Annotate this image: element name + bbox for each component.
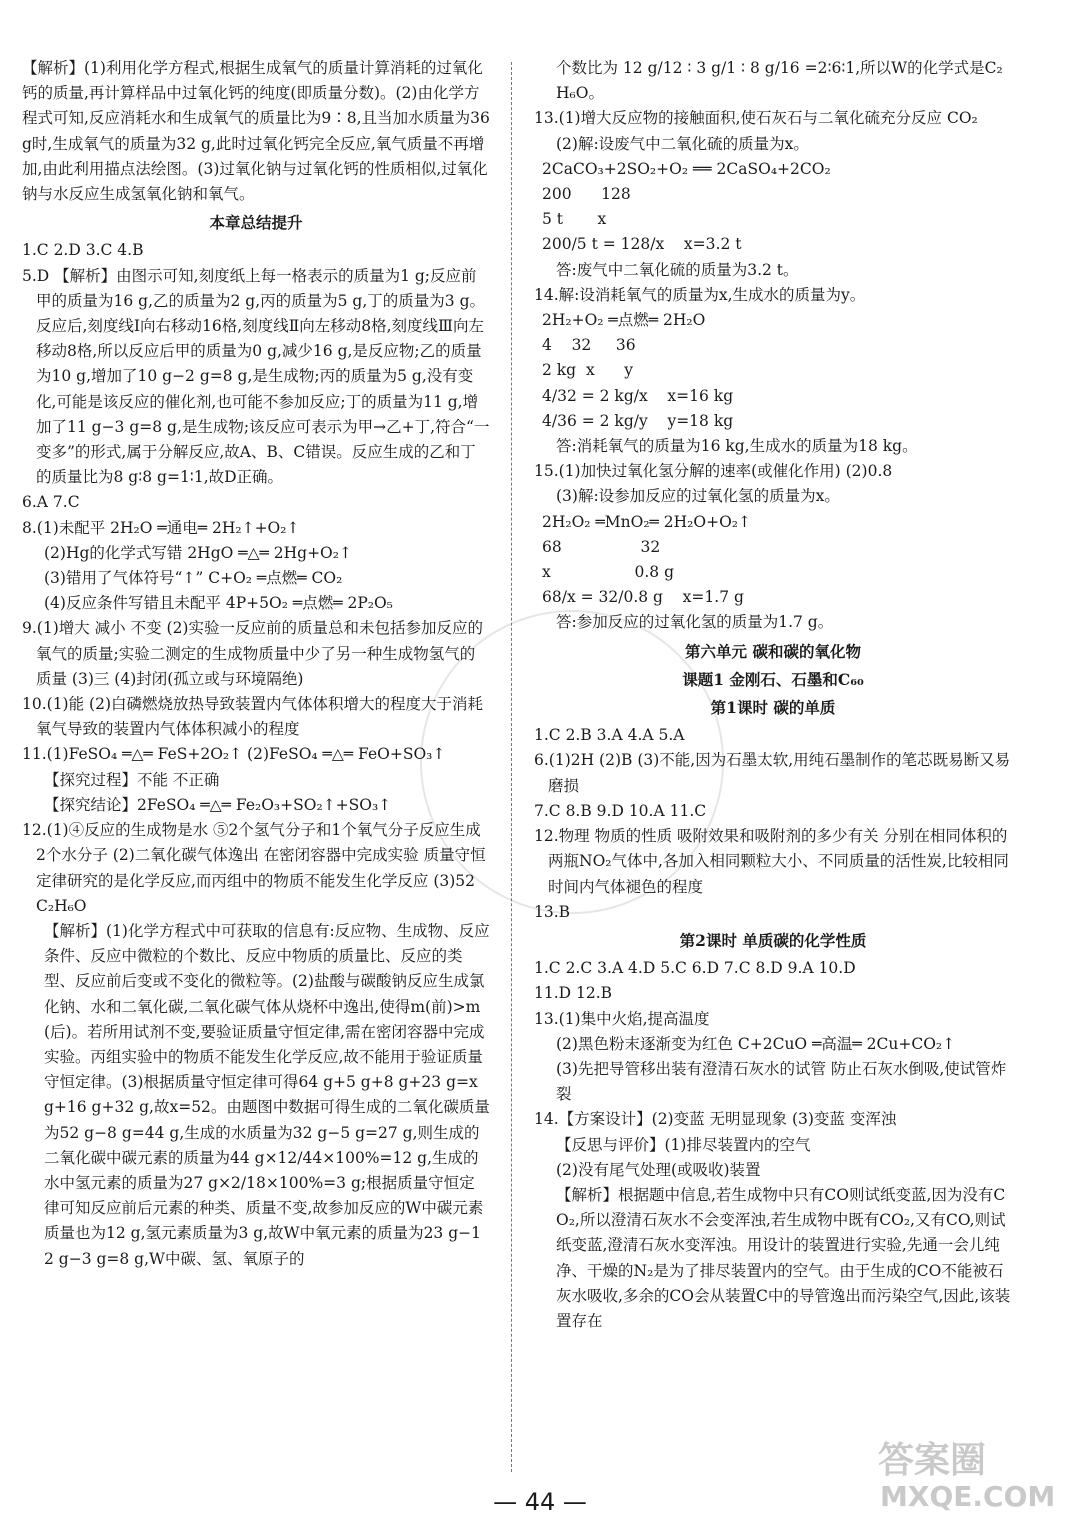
answer-subitem: (2)Hg的化学式写错 2HgO ═△═ 2Hg+O₂↑ bbox=[44, 543, 352, 562]
answer-line: 1.C 2.D 3.C 4.B bbox=[22, 241, 144, 260]
answer-subitem: 答:废气中二氧化硫的质量为3.2 t。 bbox=[556, 260, 799, 279]
answer-subitem: (2)黑色粉末逐渐变为红色 C+2CuO ═高温═ 2Cu+CO₂↑ bbox=[556, 1034, 956, 1053]
left-column bbox=[22, 56, 490, 1272]
equation-line: 5 t x bbox=[542, 210, 607, 229]
equation-line: 68/x = 32/0.8 g x=1.7 g bbox=[542, 588, 744, 607]
equation-line: 200/5 t = 128/x x=3.2 t bbox=[542, 235, 742, 254]
watermark-url: MXQE.COM bbox=[880, 1480, 1056, 1513]
equation-line: x 0.8 g bbox=[542, 563, 674, 582]
page-number: — 44 — bbox=[493, 1488, 587, 1516]
answer-line: 7.C 8.B 9.D 10.A 11.C bbox=[534, 801, 707, 820]
answer-subitem: (4)反应条件写错且未配平 4P+5O₂ ═点燃═ 2P₂O₅ bbox=[44, 594, 393, 613]
answer-subitem: 答:消耗氧气的质量为16 kg,生成水的质量为18 kg。 bbox=[556, 437, 918, 456]
equation-line: 2CaCO₃+2SO₂+O₂ ══ 2CaSO₄+2CO₂ bbox=[542, 159, 831, 178]
watermark-text: 答案圈 bbox=[878, 1440, 987, 1481]
answer-item: 10.(1)能 (2)白磷燃烧放热导致装置内气体体积增大的程度大于消耗氧气导致的装置内气体体积减小的程度 bbox=[22, 695, 483, 739]
period-heading: 第1课时 碳的单质 bbox=[710, 698, 836, 718]
answer-item: 8.(1)未配平 2H₂O ═通电═ 2H₂↑+O₂↑ bbox=[22, 518, 300, 537]
answer-line: 11.D 12.B bbox=[534, 984, 613, 1003]
answer-item: 9.(1)增大 减小 不变 (2)实验一反应前的质量总和未包括参加反应的氧气的质量;实验二测定的生成物质量中少了另一种生成物氢气的质量 (3)三 (4)封闭(孤立或与环境隔绝) bbox=[22, 619, 483, 688]
equation-line: 200 128 bbox=[542, 185, 631, 204]
equation-line: 2H₂+O₂ ═点燃═ 2H₂O bbox=[542, 311, 706, 330]
equation-line: 68 32 bbox=[542, 537, 661, 556]
answer-item: 14.【方案设计】(2)变蓝 无明显现象 (3)变蓝 变浑浊 bbox=[534, 1110, 897, 1129]
answer-item: 11.(1)FeSO₄ ═△═ FeS+2O₂↑ (2)FeSO₄ ═△═ FeO+SO₃↑ bbox=[22, 745, 446, 764]
answer-subitem: 个数比为 12 g/12 ∶ 3 g/1 ∶ 8 g/16 =2∶6∶1,所以W的化学式是C₂H₆O。 bbox=[556, 59, 1003, 103]
answer-item: 14.解:设消耗氧气的质量为x,生成水的质量为y。 bbox=[534, 285, 866, 304]
analysis-paragraph: 【解析】根据题中信息,若生成物中只有CO则试纸变蓝,因为没有CO₂,所以澄清石灰水不会变浑浊,若生成物中既有CO₂,又有CO,则试纸变蓝,澄清石灰水变浑浊。用设计的装置进行实验,先通一会儿纯净、干燥的N₂是为了排尽装置内的空气。由于生成的CO不能被石灰水吸收,多余的CO会从装置C中的导管逸出而污染空气,因此,该装置存在 bbox=[556, 1185, 1011, 1330]
answer-subitem: 【反思与评价】(1)排尽装置内的空气 bbox=[556, 1135, 811, 1154]
answer-item: 12.物理 物质的性质 吸附效果和吸附剂的多少有关 分别在相同体积的两瓶NO₂气体中,各加入相同颗粒大小、不同质量的活性炭,比较相同时间内气体褪色的程度 bbox=[534, 827, 1009, 896]
equation-line: 4/32 = 2 kg/x x=16 kg bbox=[542, 386, 734, 405]
answer-line: 6.A 7.C bbox=[22, 493, 80, 512]
answer-subitem: 答:参加反应的过氧化氢的质量为1.7 g。 bbox=[556, 613, 834, 632]
period-heading: 第2课时 单质碳的化学性质 bbox=[679, 930, 867, 950]
answer-subitem: 【探究过程】不能 不正确 bbox=[44, 770, 220, 789]
answer-line: 13.B bbox=[534, 902, 571, 921]
lesson-heading: 课题1 金刚石、石墨和C₆₀ bbox=[682, 669, 864, 689]
answer-subitem: (2)解:设废气中二氧化硫的质量为x。 bbox=[556, 134, 809, 153]
equation-line: 2H₂O₂ ═MnO₂═ 2H₂O+O₂↑ bbox=[542, 512, 752, 531]
unit-heading: 第六单元 碳和碳的氧化物 bbox=[685, 641, 861, 661]
answer-subitem: (3)先把导管移出装有澄清石灰水的试管 防止石灰水倒吸,使试管炸裂 bbox=[556, 1059, 1007, 1104]
equation-line: 2 kg x y bbox=[542, 361, 634, 380]
answer-line: 1.C 2.B 3.A 4.A 5.A bbox=[534, 726, 685, 745]
section-heading: 本章总结提升 bbox=[209, 213, 303, 233]
answer-item: 6.(1)2H (2)B (3)不能,因为石墨太软,用纯石墨制作的笔芯既易断又易磨损 bbox=[534, 751, 1011, 795]
right-column bbox=[534, 56, 1012, 1334]
answer-item: 5.D 【解析】由图示可知,刻度纸上每一格表示的质量为1 g;反应前甲的质量为16 g,乙的质量为2 g,丙的质量为5 g,丁的质量为3 g。反应后,刻度线Ⅰ向右移动16格,刻度线Ⅱ向左移动8格,刻度线Ⅲ向左移动8格,所以反应后甲的质量为0 g,减少16 g,是反应物;乙的质量为10 g,增加了10 g−2 g=8 g,是生成物;丙的质量为5 g,没有变化,可能是该反应的催化剂,也可能不参加反应;丁的质量为11 g,增加了11 g−3 g=8 g,是生成物;该反应可表示为甲→乙+丁,符合“一变多”的形式,属于分解反应,故A、B、C错误。反应生成的乙和丁的质量比为8 g∶8 g=1∶1,故D正确。 bbox=[22, 266, 490, 487]
equation-line: 4 32 36 bbox=[542, 336, 636, 355]
answer-line: 1.C 2.C 3.A 4.D 5.C 6.D 7.C 8.D 9.A 10.D bbox=[534, 959, 856, 978]
analysis-paragraph: 【解析】(1)利用化学方程式,根据生成氧气的质量计算消耗的过氧化钙的质量,再计算样品中过氧化钙的纯度(即质量分数)。(2)由化学方程式可知,反应消耗水和生成氧气的质量比为9∶8,且当加水质量为36 g时,生成氧气的质量为32 g,此时过氧化钙完全反应,氧气质量不再增加,由此利用描点法绘图。(3)过氧化钠与过氧化钙的性质相似,过氧化钠与水反应生成氢氧化钠和氧气。 bbox=[22, 59, 490, 204]
column-divider bbox=[511, 62, 512, 1472]
answer-subitem: (3)解:设参加反应的过氧化氢的质量为x。 bbox=[556, 487, 840, 506]
answer-item: 15.(1)加快过氧化氢分解的速率(或催化作用) (2)0.8 bbox=[534, 462, 893, 481]
equation-line: 4/36 = 2 kg/y y=18 kg bbox=[542, 411, 734, 430]
answer-subitem: (3)错用了气体符号“↑” C+O₂ ═点燃═ CO₂ bbox=[44, 569, 343, 588]
answer-subitem: (2)没有尾气处理(或吸收)装置 bbox=[556, 1160, 761, 1179]
analysis-paragraph: 【解析】(1)化学方程式中可获取的信息有:反应物、生成物、反应条件、反应中微粒的个数比、反应中物质的质量比、反应的类型、反应前后变或不变化的微粒等。(2)盐酸与碳酸钠反应生成氯化钠、水和二氧化碳,二氧化碳气体从烧杯中逸出,使得m(前)>m(后)。若所用试剂不变,要验证质量守恒定律,需在密闭容器中完成实验。丙组实验中的物质不能发生化学反应,故不能用于验证质量守恒定律。(3)根据质量守恒定律可得64 g+5 g+8 g+23 g=x g+16 g+32 g,故x=52。由题图中数据可得生成的二氧化碳质量为52 g−8 g=44 g,生成的水质量为32 g−5 g=27 g,则生成的二氧化碳中碳元素的质量为44 g×12/44×100%=12 g,生成的水中氢元素的质量为27 g×2/18×100%=3 g;根据质量守恒定律可知反应前后元素的种类、质量不变,故参加反应的W中碳元素质量也为12 g,氢元素质量为3 g,故W中氧元素的质量为23 g−12 g−3 g=8 g,W中碳、氢、氧原子的 bbox=[44, 921, 490, 1268]
answer-item: 13.(1)增大反应物的接触面积,使石灰石与二氧化硫充分反应 CO₂ bbox=[534, 109, 978, 128]
answer-item: 12.(1)④反应的生成物是水 ⑤2个氢气分子和1个氧气分子反应生成2个水分子 (2)二氧化碳气体逸出 在密闭容器中完成实验 质量守恒定律研究的是化学反应,而丙组中的物质不能发生化学反应 (3)52 C₂H₆O bbox=[22, 821, 486, 915]
answer-subitem: 【探究结论】2FeSO₄ ═△═ Fe₂O₃+SO₂↑+SO₃↑ bbox=[44, 795, 392, 814]
answer-item: 13.(1)集中火焰,提高温度 bbox=[534, 1009, 710, 1028]
